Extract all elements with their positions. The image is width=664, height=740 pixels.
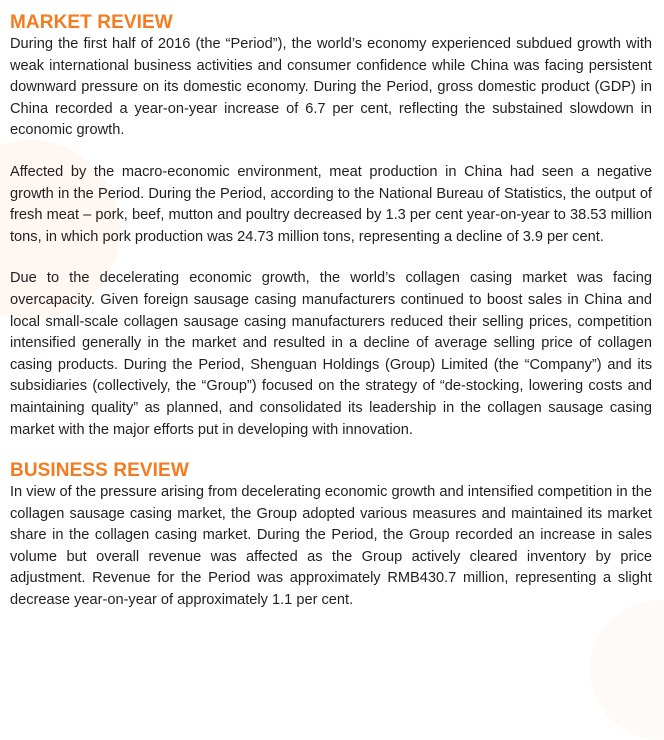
paragraph: During the first half of 2016 (the “Period”), the world’s economy experienced subdued growth with weak international business activities and consumer confidence while China was facing persistent downward pressure on its domestic economy. During the Period, gross domestic product (GDP) in China recorded a year-on-year increase of 6.7 per cent, reflecting the substained slowdown in economic growth.	[10, 36, 652, 139]
paragraph: In view of the pressure arising from decelerating economic growth and intensified competition in the collagen sausage casing market, the Group adopted various measures and maintained its market share in the collagen casing market. During the Period, the Group recorded an increase in sales volume but overall revenue was affected as the Group actively cleared inventory by price adjustment. Revenue for the Period was approximately RMB430.7 million, representing a slight decrease year-on-year of approximately 1.1 per cent.	[10, 484, 652, 609]
paragraph: Due to the decelerating economic growth, the world’s collagen casing market was facing overcapacity. Given foreign sausage casing manufacturers continued to boost sales in China and local small-scale collagen sausage casing manufacturers reduced their selling prices, competition intensified generally in the market and resulted in a decline of average selling price of collagen casing products. During the Period, Shenguan Holdings (Group) Limited (the “Company”) and its subsidiaries (collectively, the “Group”) focused on the strategy of “de-stocking, lowering costs and maintaining quality” as planned, and consolidated its leadership in the collagen sausage casing market with the major efforts put in developing with innovation.	[10, 270, 652, 438]
section-heading-business-review: BUSINESS REVIEW	[10, 460, 189, 482]
market-review-section	[10, 12, 652, 441]
section-heading-market-review: MARKET REVIEW	[10, 12, 173, 33]
background-decoration	[590, 600, 664, 740]
business-review-section	[10, 460, 652, 612]
paragraph: Affected by the macro-economic environment, meat production in China had seen a negative growth in the Period. During the Period, according to the National Bureau of Statistics, the output of fresh meat – pork, beef, mutton and poultry decreased by 1.3 per cent year-on-year to 38.53 million tons, in which pork production was 24.73 million tons, representing a decline of 3.9 per cent.	[10, 163, 652, 245]
